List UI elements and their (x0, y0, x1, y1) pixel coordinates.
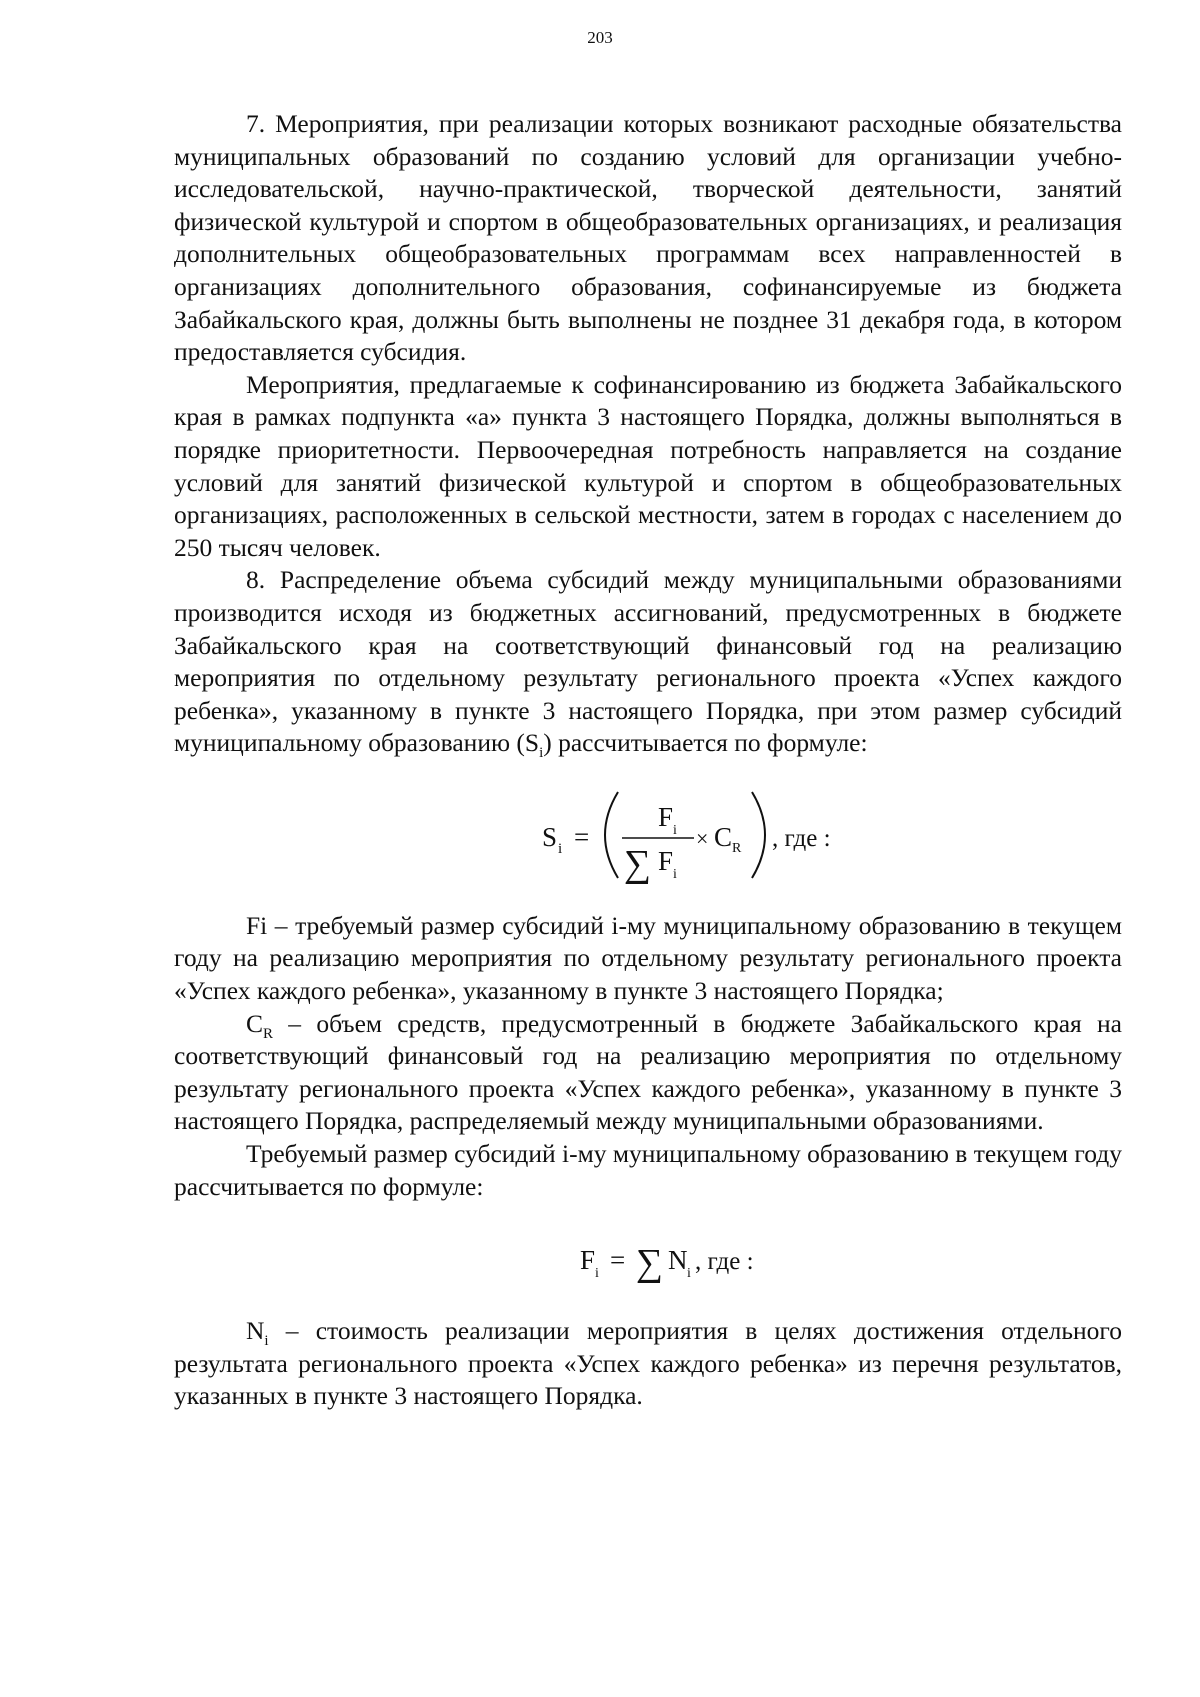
page-number: 203 (587, 28, 613, 47)
paragraph-ni-lead: N (246, 1316, 265, 1346)
formula-si-right-paren (752, 792, 765, 878)
paragraph-fi-definition: Fi – требуемый размер субсидий i-му муниципальному образованию в текущем году на реализацию мероприятия по отдельному результату регионального проекта «Успех каждого ребенка», указанному в пункте 3 настоящего Порядка; (174, 910, 1122, 1006)
formula-fi-f: F (580, 1245, 596, 1276)
paragraph-required-size: Требуемый размер субсидий i-му муниципальному образованию в текущем году рассчитывается по формуле: (174, 1139, 1122, 1201)
paragraph-ni-definition (174, 1315, 1122, 1413)
paragraph-cr-subscript: R (263, 1025, 274, 1042)
formula-fi-equals: = (610, 1245, 626, 1276)
paragraph-priority: Мероприятия, предлагаемые к софинансированию из бюджета Забайкальского края в рамках подпункта «а» пункта 3 настоящего Порядка, должны выполняться в порядке приоритетности. Первоочередная потребность направляется на создание условий для занятий физической культурой и спортом в общеобразовательных организациях, расположенных в сельской местности, затем в городах с населением до 250 тысяч человек. (174, 369, 1122, 562)
formula-si-s: S (542, 821, 558, 852)
formula-si-equals: = (574, 821, 590, 852)
formula-fi-graphic (174, 1203, 1122, 1315)
paragraph-7: 7. Мероприятия, при реализации которых возникают расходные обязательства муниципальных образований по созданию условий для организации учебно-исследовательской, научно-практической, творческой деятельности, занятий физической культурой и спортом в общеобразовательных организациях, и реализация дополнительных общеобразовательных программам всех направленностей в организациях дополнительного образования, софинансируемые из бюджета Забайкальского края, должны быть выполнены не позднее 31 декабря года, в котором предоставляется субсидия. (174, 109, 1122, 367)
formula-si-numerator-i: i (673, 822, 677, 838)
paragraph-8-subscript: i (539, 745, 544, 762)
formula-fi-where: , где : (695, 1248, 754, 1276)
formula-si-denominator-i: i (673, 866, 677, 882)
paragraph-cr-definition (174, 1008, 1122, 1138)
formula-si-numerator-f: F (658, 801, 674, 832)
formula-si-graphic (174, 760, 1122, 910)
paragraph-8-text: 8. Распределение объема субсидий между муниципальными образованиями производится исходя из бюджетных ассигнований, предусмотренных в бюджете Забайкальского края на соответствующий финансовый год на реализацию мероприятия по отдельному результату регионального проекта «Успех каждого ребенка», указанному в пункте 3 настоящего Порядка, при этом размер субсидий муниципальному образованию (S (174, 565, 1122, 758)
formula-fi-n: N (668, 1245, 688, 1276)
formula-si-sum-sign: ∑ (624, 842, 652, 885)
paragraph-8 (174, 564, 1122, 760)
formula-si-left-paren (605, 792, 618, 878)
paragraph-ni-subscript: i (264, 1333, 269, 1350)
formula-fi-f-subscript: i (595, 1266, 599, 1282)
formula-si-where: , где : (772, 824, 831, 852)
paragraph-cr-tail: – объем средств, предусмотренный в бюджете Забайкальского края на соответствующий финансовый год на реализацию мероприятия по отдельному результату регионального проекта «Успех каждого ребенка», указанному в пункте 3 настоящего Порядка, распределяемый между муниципальными образованиями. (174, 1008, 1122, 1136)
formula-fi-n-subscript: i (687, 1266, 691, 1282)
document-body (174, 108, 1122, 1413)
formula-si-c: C (714, 821, 733, 852)
paragraph-cr-lead: C (246, 1008, 264, 1038)
formula-si (174, 760, 1122, 910)
paragraph-8-tail: ) рассчитывается по формуле: (543, 728, 868, 758)
formula-si-denominator-f: F (658, 845, 674, 876)
formula-si-s-subscript: i (558, 840, 563, 857)
formula-si-c-subscript: R (732, 840, 742, 856)
formula-fi (174, 1203, 1122, 1315)
paragraph-ni-tail: – стоимость реализации мероприятия в целях достижения отдельного результата регионального проекта «Успех каждого ребенка» из перечня результатов, указанных в пункте 3 настоящего Порядка. (174, 1316, 1122, 1411)
formula-si-times: × (696, 825, 709, 851)
formula-fi-sum-sign: ∑ (636, 1242, 664, 1285)
